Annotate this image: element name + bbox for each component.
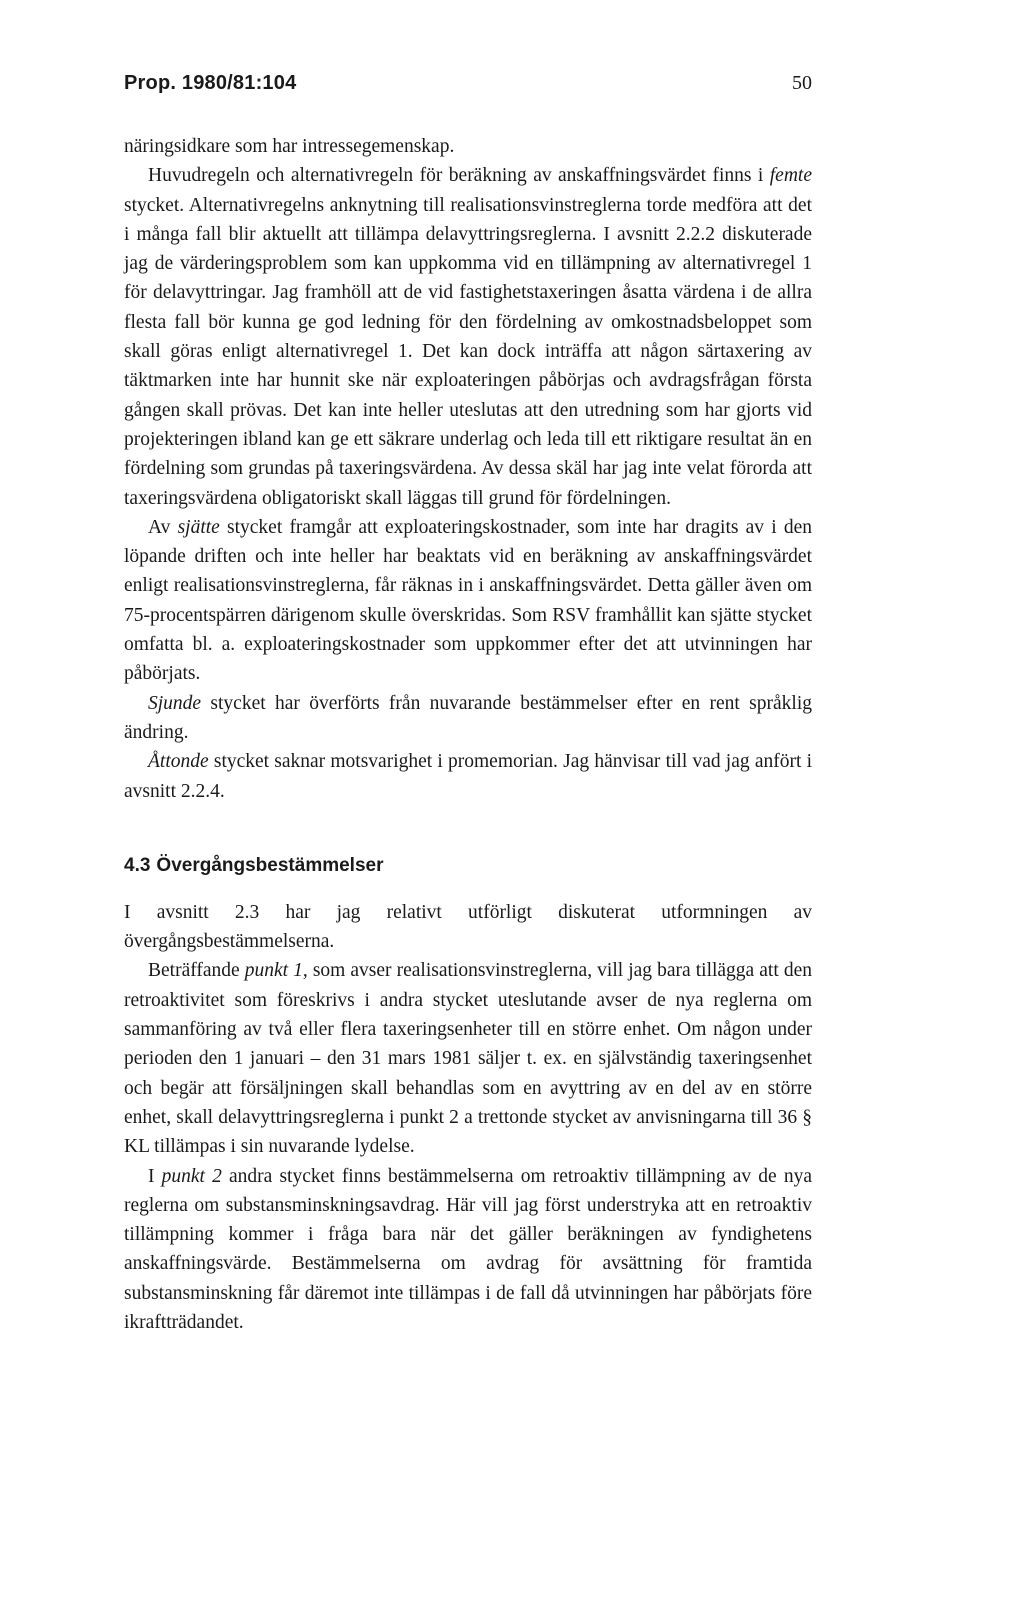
- section-title: Övergångsbestämmelser: [156, 854, 384, 876]
- paragraph: [124, 747, 812, 806]
- paragraph: [124, 161, 812, 513]
- paragraph-text: I avsnitt 2.3 har jag relativt utförligt diskuterat utformningen av övergångsbestämmelserna.: [124, 901, 812, 953]
- emphasis-text: punkt 2: [161, 1165, 222, 1187]
- document-reference: Prop. 1980/81:104: [124, 72, 297, 94]
- paragraph-text: näringsidkare som har intressegemenskap.: [124, 136, 455, 157]
- emphasis-text: punkt 1,: [244, 960, 308, 982]
- paragraph: [124, 132, 812, 161]
- paragraph-text: Beträffande: [148, 960, 245, 982]
- emphasis-text: sjätte: [177, 516, 220, 538]
- emphasis-text: Åttonde: [148, 751, 209, 773]
- emphasis-text: femte: [769, 165, 812, 187]
- paragraph-text: Huvudregeln och alternativregeln för beräkning av anskaffningsvärdet finns i: [148, 165, 770, 187]
- paragraph: [124, 956, 812, 1161]
- paragraph-text: I: [148, 1165, 162, 1187]
- paragraph: [124, 1162, 812, 1338]
- paragraph-text: andra stycket finns bestämmelserna om retroaktiv tillämpning av de nya reglerna om substansminskningsavdrag. Här vill jag först understryka att en retroaktiv tillämpning kommer i fråga bara när det gäller beräkningen av fyndighetens anskaffningsvärde. Bestämmelserna om avdrag för avsättning för framtida substansminskning får däremot inte tillämpas i de fall då utvinningen har påbörjats före ikraftträdandet.: [124, 1165, 813, 1333]
- document-page: [124, 72, 812, 1337]
- paragraph-text: Av: [148, 516, 178, 538]
- emphasis-text: Sjunde: [148, 692, 202, 714]
- paragraph-text: stycket framgår att exploateringskostnader, som inte har dragits av i den löpande driften och inte heller har beaktats vid en beräkning av anskaffningsvärdet enligt realisationsvinstreglerna, får räknas in i anskaffningsvärdet. Detta gäller även om 75-procentspärren därigenom skulle överskridas. Som RSV framhållit kan sjätte stycket omfatta bl. a. exploateringskostnader som uppkommer efter det att utvinningen har påbörjats.: [124, 516, 812, 685]
- paragraph-text: som avser realisationsvinstreglerna, vill jag bara tillägga att den retroaktivitet som föreskrivs i andra stycket uteslutande avser de nya reglerna om sammanföring av två eller flera taxeringsenheter till en större enhet. Om någon under perioden den 1 januari – den 31 mars 1981 säljer t. ex. en självständig taxeringsenhet och begär att försäljningen skall behandlas som en avyttring av en del av en större enhet, skall delavyttringsreglerna i punkt 2 a trettonde stycket av anvisningarna till 36 § KL tillämpas i sin nuvarande lydelse.: [124, 960, 812, 1158]
- paragraph-text: stycket har överförts från nuvarande bestämmelser efter en rent språklig ändring.: [124, 692, 812, 743]
- page-header: [124, 72, 812, 112]
- section-number: 4.3: [124, 854, 151, 876]
- section-heading: [124, 852, 812, 880]
- body-text: [124, 132, 812, 1337]
- paragraph: [124, 513, 812, 689]
- paragraph: [124, 898, 812, 957]
- page-number: 50: [792, 72, 812, 94]
- paragraph-text: stycket saknar motsvarighet i promemorian. Jag hänvisar till vad jag anfört i avsnitt 2.2.4.: [124, 751, 812, 802]
- paragraph: [124, 689, 812, 748]
- paragraph-text: stycket. Alternativregelns anknytning till realisationsvinstreglerna torde medföra att det i många fall blir aktuellt att tillämpa delavyttringsreglerna. I avsnitt 2.2.2 diskuterade jag de värderingsproblem som kan uppkomma vid en tillämpning av alternativregel 1 för delavyttringar. Jag framhöll att de vid fastighetstaxeringen åsatta värdena i de allra flesta fall bör kunna ge god ledning för den fördelning av omkostnadsbeloppet som skall göras enligt alternativregel 1. Det kan dock inträffa att någon särtaxering av täktmarken inte har hunnit ske när exploateringen påbörjas och avdragsfrågan första gången skall prövas. Det kan inte heller uteslutas att den utredning som har gjorts vid projekteringen ibland kan ge ett säkrare underlag och leda till ett riktigare resultat än en fördelning som grundas på taxeringsvärdena. Av dessa skäl har jag inte velat förorda att taxeringsvärdena obligatoriskt skall läggas till grund för fördelningen.: [124, 194, 812, 509]
